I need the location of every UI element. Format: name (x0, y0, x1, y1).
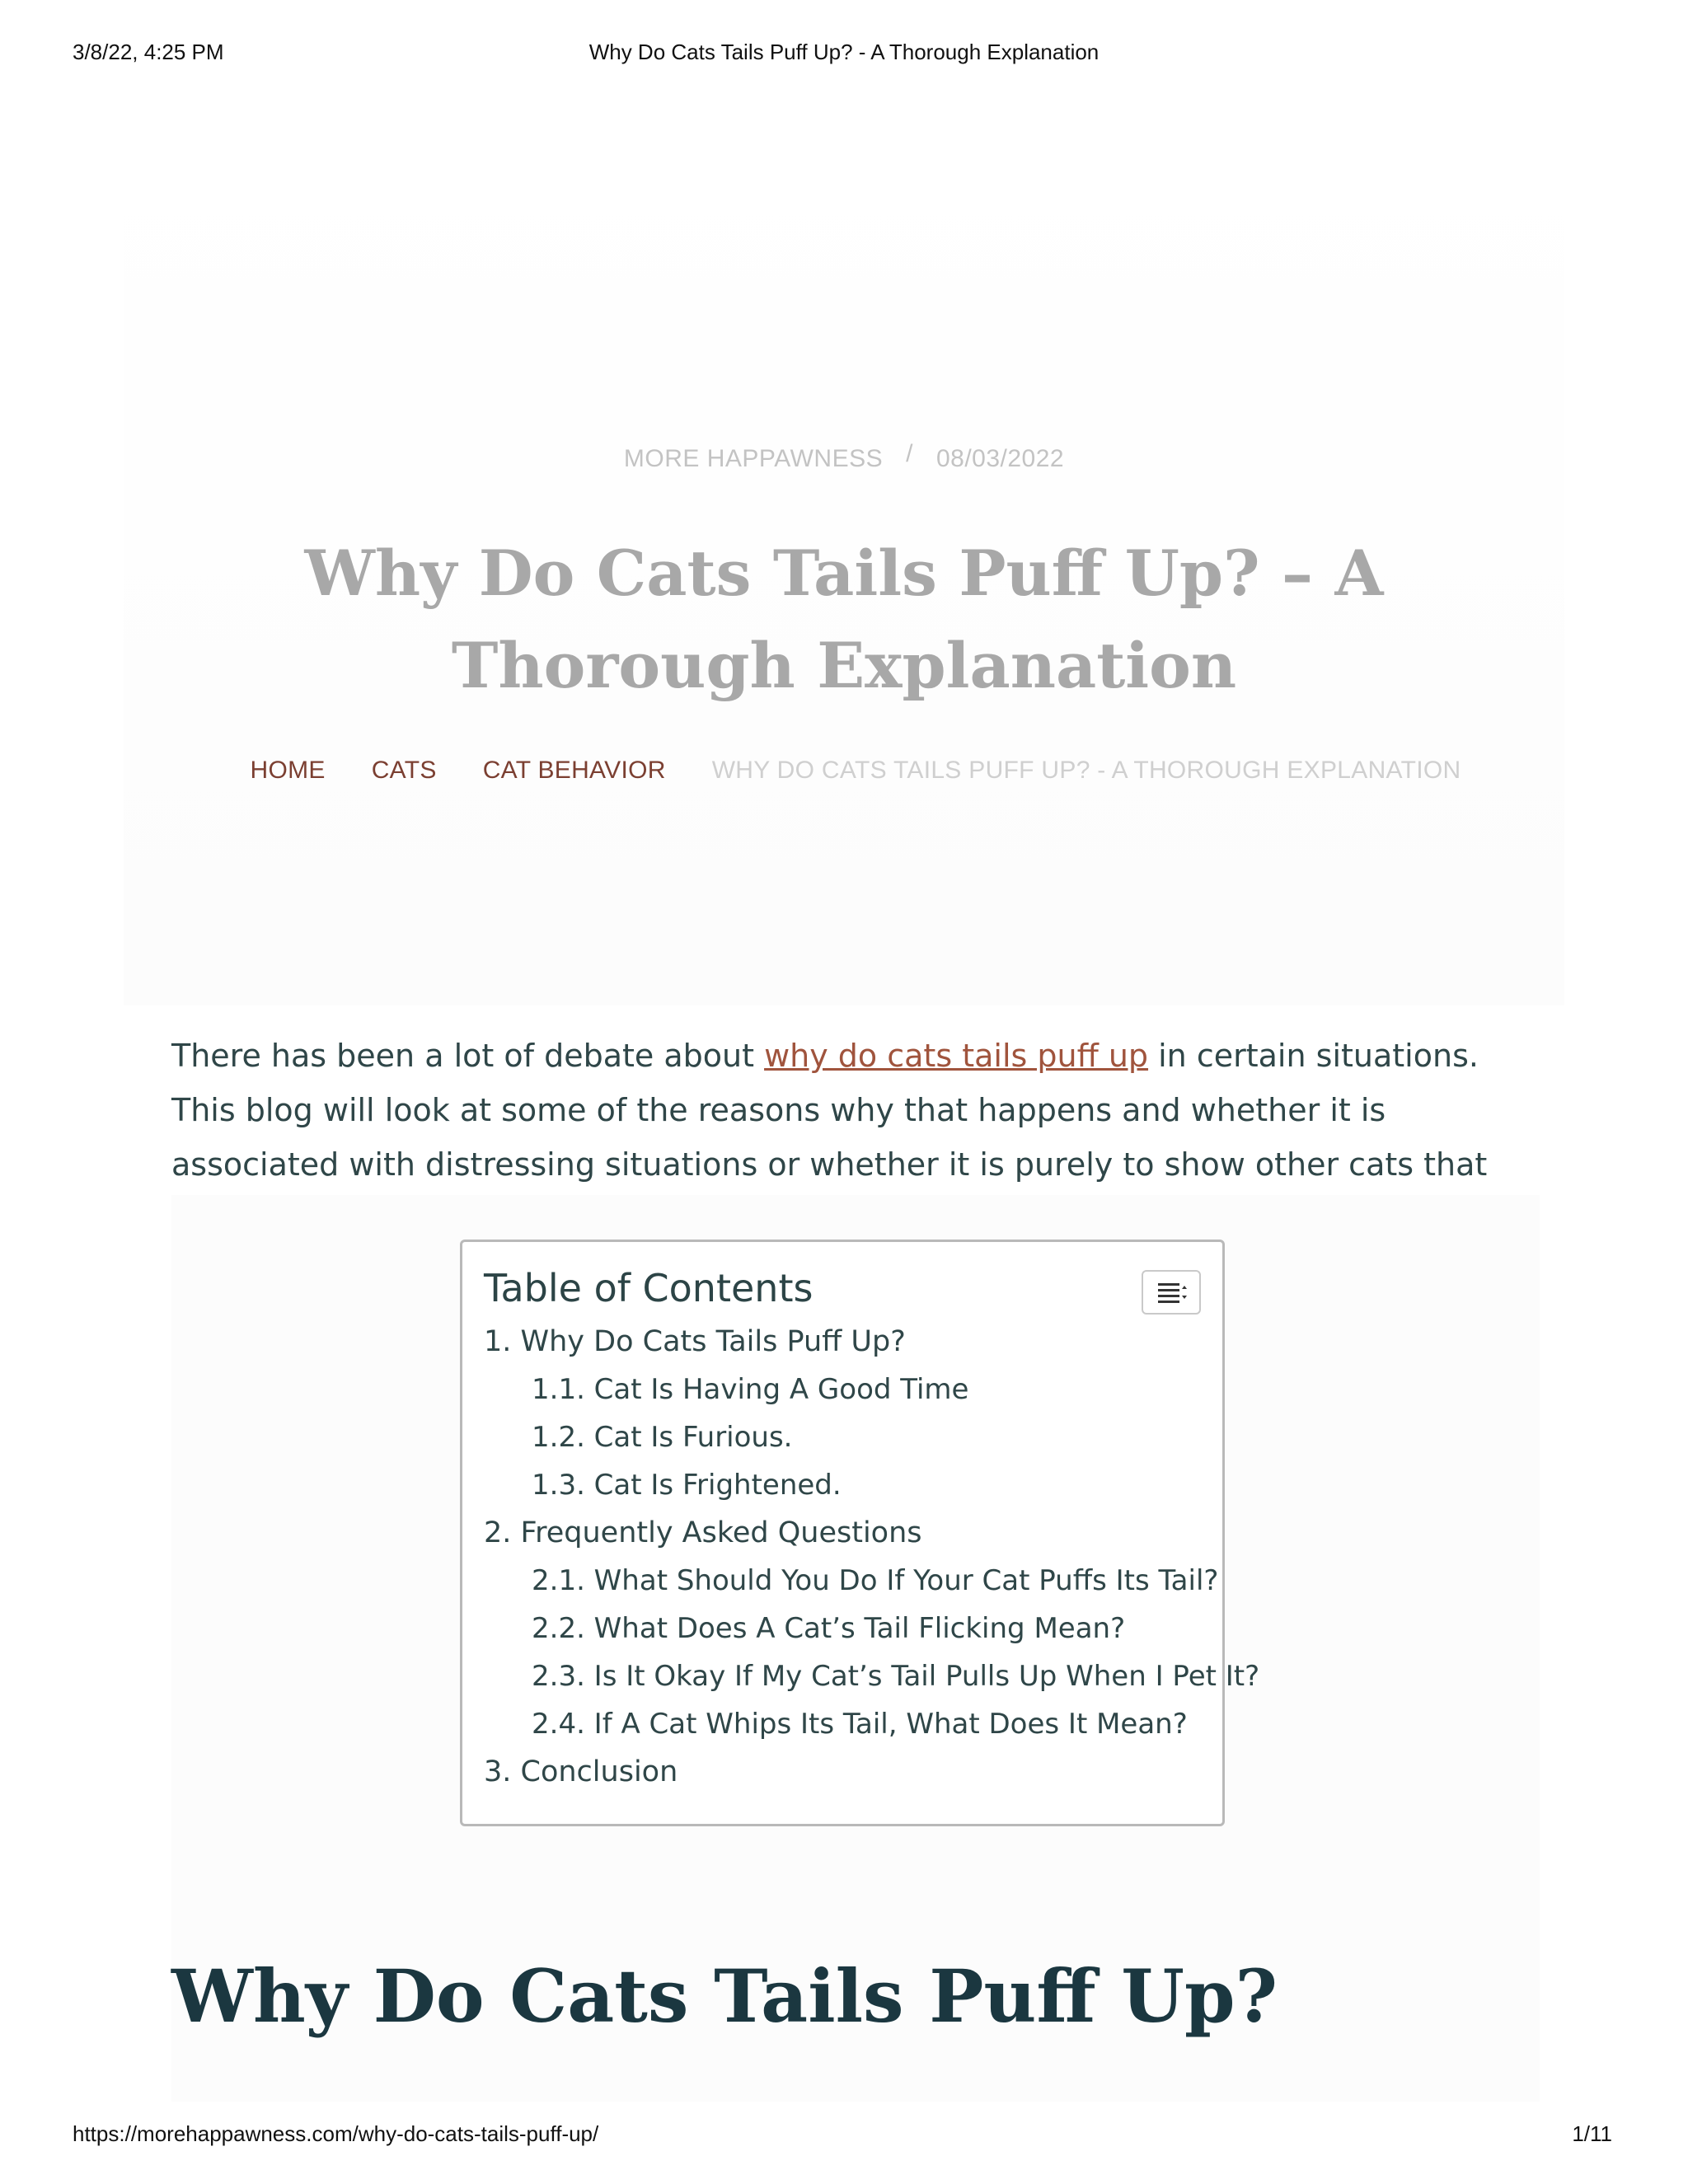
post-date: 08/03/2022 (935, 445, 1065, 472)
print-doc-title: Why Do Cats Tails Puff Up? - A Thorough Explanation (588, 40, 1100, 64)
toc-item[interactable]: 1. Why Do Cats Tails Puff Up? (484, 1325, 906, 1358)
toc-item[interactable]: 2.2. What Does A Cat’s Tail Flicking Mean? (532, 1612, 1126, 1645)
toc-item[interactable]: 1.2. Cat Is Furious. (532, 1421, 793, 1454)
toc-title: Table of Contents (484, 1266, 814, 1310)
section-heading: Why Do Cats Tails Puff Up? (171, 1953, 1278, 2039)
toc-item[interactable]: 2.1. What Should You Do If Your Cat Puffs Its Tail? (532, 1564, 1219, 1597)
table-of-contents (460, 1240, 1260, 1826)
post-meta (0, 440, 1688, 473)
meta-separator: / (906, 440, 913, 467)
print-header (73, 40, 1615, 73)
print-footer (73, 2121, 1615, 2154)
intro-text-before: There has been a lot of debate about (171, 1038, 765, 1074)
toc-toggle-button[interactable] (1142, 1270, 1201, 1315)
toc-item[interactable]: 2. Frequently Asked Questions (484, 1516, 922, 1549)
breadcrumb-current: WHY DO CATS TAILS PUFF UP? - A THOROUGH EXPLANATION (711, 757, 1461, 784)
toc-item[interactable]: 2.3. Is It Okay If My Cat’s Tail Pulls Up When I Pet It? (532, 1660, 1260, 1693)
print-url: https://morehappawness.com/why-do-cats-tails-puff-up/ (73, 2121, 599, 2146)
toc-item[interactable]: 1.1. Cat Is Having A Good Time (532, 1373, 969, 1406)
breadcrumb-cats[interactable]: CATS (371, 757, 437, 784)
intro-text-after: in certain situations. This blog will look at some of the reasons why that happens and whether it is associated with distressing situations or whether it is purely to show other cats that (171, 1038, 1488, 1183)
toc-list (484, 1318, 1260, 1796)
print-page-number: 1/11 (1572, 2121, 1612, 2146)
breadcrumb-home[interactable]: HOME (250, 757, 326, 784)
list-toggle-icon (1158, 1282, 1188, 1305)
breadcrumb-cat-behavior[interactable]: CAT BEHAVIOR (482, 757, 666, 784)
site-name[interactable]: MORE HAPPAWNESS (623, 445, 884, 472)
page-title: Why Do Cats Tails Puff Up? – A Thorough Explanation (304, 537, 1384, 702)
breadcrumb (0, 757, 1688, 785)
toc-item[interactable]: 3. Conclusion (484, 1755, 678, 1788)
toc-item[interactable]: 1.3. Cat Is Frightened. (532, 1469, 842, 1502)
intro-link[interactable]: why do cats tails puff up (764, 1038, 1149, 1074)
print-datetime: 3/8/22, 4:25 PM (73, 40, 224, 64)
toc-item[interactable]: 2.4. If A Cat Whips Its Tail, What Does It Mean? (532, 1708, 1188, 1741)
